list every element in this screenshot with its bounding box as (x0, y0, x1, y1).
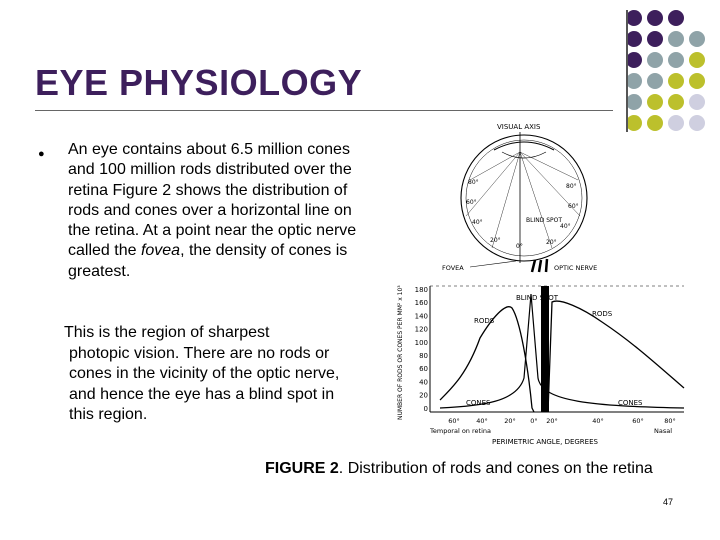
decorative-dot (668, 31, 684, 47)
graph-y-tick-label: 140 (414, 312, 428, 321)
decorative-dot (668, 10, 684, 26)
graph-x-tick-label: 40° (592, 417, 604, 425)
graph-y-tick-label: 0 (423, 404, 428, 413)
angle-left-60: 60° (466, 199, 477, 206)
graph-rods-right-label: RODS (592, 310, 613, 318)
graph-x-axis-title: PERIMETRIC ANGLE, DEGREES (492, 438, 598, 446)
fovea-pointer (470, 261, 516, 267)
graph-y-tick-label: 20 (419, 391, 428, 400)
bullet-paragraph (68, 140, 358, 282)
graph-y-tick-label: 120 (414, 325, 428, 334)
figure-caption (265, 460, 653, 478)
angle-center-0: 0° (516, 243, 523, 250)
decorative-dot (689, 52, 705, 68)
decorative-dot (668, 52, 684, 68)
fovea-italic: fovea (140, 242, 181, 260)
angle-left-20: 20° (490, 237, 501, 244)
decorative-vertical-line (626, 10, 628, 132)
decorative-dot (668, 94, 684, 110)
decorative-dot (689, 94, 705, 110)
decorative-dot (668, 73, 684, 89)
decorative-dot (647, 52, 663, 68)
angle-right-40: 40° (560, 223, 571, 230)
eye-blind-spot-label: BLIND SPOT (526, 217, 563, 224)
graph-y-tick-label: 160 (414, 299, 428, 308)
graph-y-tick-label: 80 (419, 352, 428, 360)
decorative-dot (647, 31, 663, 47)
graph-y-tick-label: 180 (414, 286, 428, 294)
optic-nerve-label: OPTIC NERVE (554, 264, 598, 272)
decorative-dot (626, 73, 642, 89)
second-paragraph (64, 323, 354, 426)
graph-cones-left-label: CONES (466, 399, 491, 407)
cones-curve (440, 294, 684, 408)
graph-x-tick-label: 80° (664, 417, 676, 425)
graph-x-tick-label: 20° (504, 417, 516, 425)
decorative-dot (626, 94, 642, 110)
blind-spot-band (541, 286, 549, 412)
paragraph2-first-line: This is the region of sharpest (64, 324, 270, 341)
lens-curve (502, 152, 546, 158)
figure-caption-text: . Distribution of rods and cones on the retina (338, 460, 653, 477)
nasal-label: Nasal (654, 427, 673, 435)
decorative-dot (626, 52, 642, 68)
graph-x-tick-label: 60° (448, 417, 460, 425)
fovea-label: FOVEA (442, 264, 464, 272)
decorative-dot (626, 10, 642, 26)
decorative-dot (647, 10, 663, 26)
visual-axis-label: VISUAL AXIS (497, 123, 541, 131)
bullet-text-after: , the density of cones is greatest. (68, 242, 348, 280)
paragraph2-rest: photopic vision. There are no rods or cones in the vicinity of the optic nerve, and hence the eye has a blind spot in this region. (69, 344, 340, 423)
rods-curve-right (548, 301, 684, 412)
title-underline (35, 110, 613, 111)
cornea-lens (494, 142, 554, 150)
graph-y-tick-label: 40 (419, 378, 428, 387)
temporal-label: Temporal on retina (430, 427, 491, 435)
graph-x-tick-label: 20° (546, 417, 558, 425)
graph-y-tick-label: 100 (414, 338, 428, 347)
graph-x-tick-label: 0° (530, 417, 538, 425)
angle-right-80: 80° (566, 183, 577, 190)
optic-nerve-bundle (532, 259, 547, 272)
decorative-dot (668, 115, 684, 131)
bullet-marker: ● (38, 148, 45, 160)
angle-lines (466, 152, 580, 248)
decorative-dot (647, 73, 663, 89)
decorative-dot (647, 94, 663, 110)
decorative-dot-grid (626, 10, 718, 132)
graph-y-axis-title: NUMBER OF RODS OR CONES PER MM² x 10³ (397, 285, 404, 420)
graph-blind-spot-label: BLIND SPOT (516, 294, 559, 302)
angle-right-20: 20° (546, 239, 557, 246)
angle-left-40: 40° (472, 219, 483, 226)
graph-x-tick-label: 60° (632, 417, 644, 425)
decorative-dot (689, 73, 705, 89)
decorative-dot (689, 115, 705, 131)
graph-x-tick-label: 40° (476, 417, 488, 425)
decorative-dot (689, 31, 705, 47)
angle-left-80: 80° (468, 179, 479, 186)
graph-rods-left-label: RODS (474, 317, 495, 325)
page-number: 47 (663, 497, 674, 507)
decorative-dot (626, 31, 642, 47)
graph-cones-right-label: CONES (618, 399, 643, 407)
bullet-text-before: An eye contains about 6.5 million cones and 100 million rods distributed over the retina Figure 2 shows the distribution of rods and cones over a horizontal line on the retina. At a point near the optic nerve called the (68, 141, 357, 260)
angle-right-60: 60° (568, 203, 579, 210)
eye-cross-section-diagram (442, 120, 652, 280)
figure-caption-label: FIGURE 2 (265, 460, 339, 477)
graph-y-tick-label: 60 (419, 365, 428, 374)
rods-cones-distribution-graph (392, 278, 692, 454)
slide-title: EYE PHYSIOLOGY (35, 62, 363, 103)
retina-outline (466, 140, 582, 256)
